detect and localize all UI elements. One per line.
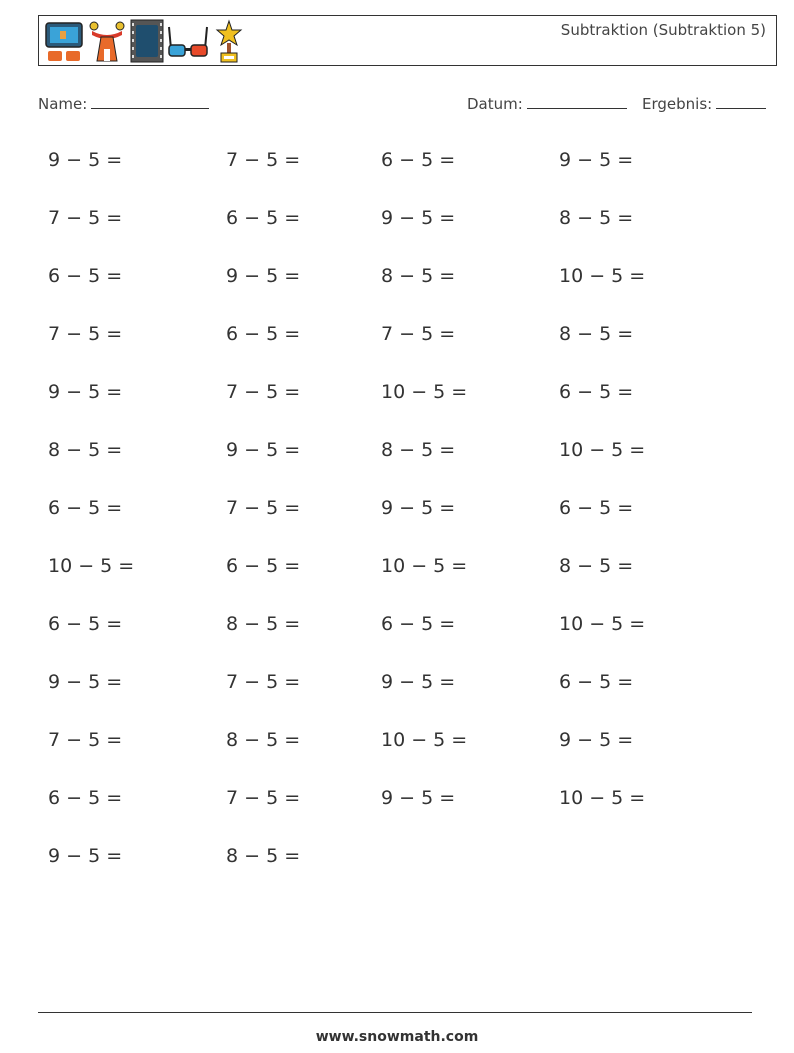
name-field	[38, 94, 209, 113]
problem-item: 8 − 5 =	[381, 439, 456, 461]
problem-item: 7 − 5 =	[226, 497, 301, 519]
worksheet-title: Subtraktion (Subtraktion 5)	[560, 21, 766, 39]
problem-item: 9 − 5 =	[381, 787, 456, 809]
problem-item: 10 − 5 =	[48, 555, 135, 577]
3d-glasses-icon	[167, 19, 209, 63]
problem-item: 6 − 5 =	[48, 497, 123, 519]
problem-item: 10 − 5 =	[559, 265, 646, 287]
problem-item: 7 − 5 =	[48, 729, 123, 751]
problem-item: 6 − 5 =	[559, 381, 634, 403]
name-line[interactable]	[91, 94, 209, 109]
problem-item: 7 − 5 =	[226, 787, 301, 809]
date-label: Datum:	[467, 95, 523, 113]
worksheet-header	[38, 15, 777, 66]
tv-icon	[44, 19, 84, 63]
problem-item: 9 − 5 =	[48, 845, 123, 867]
problem-item: 10 − 5 =	[381, 729, 468, 751]
problem-item: 7 − 5 =	[226, 671, 301, 693]
date-field	[467, 94, 627, 113]
footer-divider	[38, 1012, 752, 1013]
problem-item: 10 − 5 =	[381, 381, 468, 403]
problem-item: 6 − 5 =	[48, 787, 123, 809]
problem-item: 10 − 5 =	[559, 787, 646, 809]
problem-item: 8 − 5 =	[559, 555, 634, 577]
problem-item: 7 − 5 =	[226, 149, 301, 171]
castle-tower-icon	[87, 19, 127, 63]
problem-item: 6 − 5 =	[381, 613, 456, 635]
problem-item: 9 − 5 =	[381, 671, 456, 693]
problem-item: 6 − 5 =	[48, 265, 123, 287]
problem-item: 9 − 5 =	[559, 729, 634, 751]
problem-item: 6 − 5 =	[381, 149, 456, 171]
name-label: Name:	[38, 95, 88, 113]
problem-item: 10 − 5 =	[559, 613, 646, 635]
result-field	[642, 94, 766, 113]
problem-item: 9 − 5 =	[48, 149, 123, 171]
problem-item: 9 − 5 =	[559, 149, 634, 171]
result-line[interactable]	[716, 94, 766, 109]
problem-item: 8 − 5 =	[226, 729, 301, 751]
icon-strip	[44, 19, 246, 63]
result-label: Ergebnis:	[642, 95, 713, 113]
problem-item: 7 − 5 =	[226, 381, 301, 403]
problem-item: 9 − 5 =	[226, 265, 301, 287]
problem-item: 10 − 5 =	[559, 439, 646, 461]
problem-item: 7 − 5 =	[381, 323, 456, 345]
problem-item: 9 − 5 =	[381, 497, 456, 519]
problem-item: 9 − 5 =	[48, 381, 123, 403]
problem-item: 8 − 5 =	[48, 439, 123, 461]
problem-item: 6 − 5 =	[559, 497, 634, 519]
problem-item: 6 − 5 =	[559, 671, 634, 693]
footer-site: www.snowmath.com	[315, 1029, 479, 1045]
problem-item: 8 − 5 =	[559, 323, 634, 345]
problem-item: 7 − 5 =	[48, 207, 123, 229]
problem-item: 6 − 5 =	[48, 613, 123, 635]
problem-item: 7 − 5 =	[48, 323, 123, 345]
problem-item: 6 − 5 =	[226, 207, 301, 229]
trophy-star-icon	[212, 19, 246, 63]
problem-item: 6 − 5 =	[226, 555, 301, 577]
problem-item: 8 − 5 =	[226, 613, 301, 635]
problem-item: 8 − 5 =	[226, 845, 301, 867]
problem-item: 8 − 5 =	[559, 207, 634, 229]
problem-item: 10 − 5 =	[381, 555, 468, 577]
problem-item: 6 − 5 =	[226, 323, 301, 345]
problem-item: 9 − 5 =	[226, 439, 301, 461]
problem-item: 8 − 5 =	[381, 265, 456, 287]
date-line[interactable]	[527, 94, 627, 109]
film-frame-icon	[130, 19, 164, 63]
problem-item: 9 − 5 =	[381, 207, 456, 229]
problem-item: 9 − 5 =	[48, 671, 123, 693]
